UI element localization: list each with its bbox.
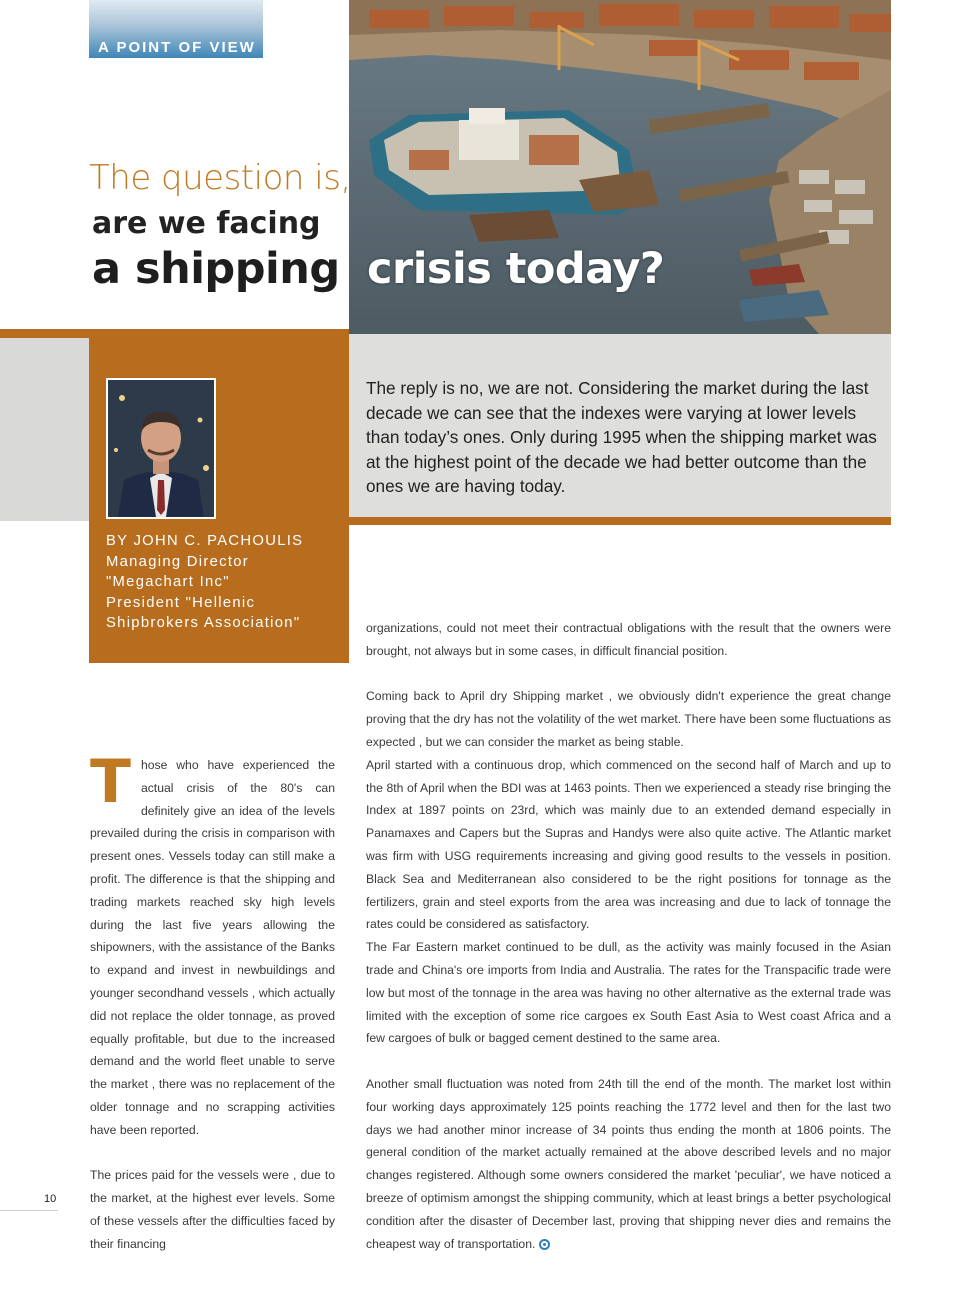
byline-role-1: Managing Director bbox=[106, 553, 249, 570]
section-tag-label: A POINT OF VIEW bbox=[98, 39, 256, 56]
body-paragraph bbox=[366, 1073, 891, 1255]
body-paragraph: Coming back to April dry Shipping market , we obviously didn't experience the great change proving that the dry has not the volatility of the wet market. There have been some fluctuations as expected , but we can consider the market as being stable. bbox=[366, 689, 891, 749]
lead-paragraph: The reply is no, we are not. Considering the market during the last decade we can see that the indexes were varying at lower levels than today’s ones. Only during 1995 when the shipping market was at the highest point of the decade we had better outcome than the ones we are having today. bbox=[366, 378, 877, 497]
body-paragraph bbox=[90, 747, 335, 1142]
body-column-right bbox=[366, 617, 891, 1255]
headline-line-2: are we facing bbox=[92, 206, 321, 241]
byline-author: BY JOHN C. PACHOULIS bbox=[106, 533, 304, 549]
author-portrait-illustration bbox=[108, 380, 214, 517]
body-paragraph: The Far Eastern market continued to be dull, as the activity was mainly focused in the Asian trade and China's ore imports from India and Australia. The rates for the Transpacific trade were low but most of the tonnage in the area was having no other alternative as the external trade was limited with the exception of some rice cargoes ex South East Asia to West coast Africa and a few cargoes of bulk or bagged cement destined to the same area. bbox=[366, 940, 891, 1046]
byline-role-2: "Megachart Inc" bbox=[106, 574, 230, 590]
drop-cap: T bbox=[90, 747, 131, 817]
byline-role-3: President "Hellenic bbox=[106, 594, 256, 611]
body-column-left bbox=[90, 747, 335, 1256]
body-paragraph-text: Another small fluctuation was noted from 24th till the end of the month. The market lost within four working days approximately 125 points reaching the 1772 level and then for the last two days we had another minor increase of 34 points thus ending the month at 1806 points. The general condition of the market actually remained at the above described levels and no major changes registered. Although some owners considered the market 'peculiar', we have noticed a breeze of optimism amongst the shipping community, which at least brings a better psychological condition after the disaster of December last, proving that shipping never dies and remains the cheapest way of transportation. bbox=[366, 1076, 891, 1251]
body-paragraph: organizations, could not meet their contractual obligations with the result that the owners were brought, not always but in some cases, in difficult financial position. bbox=[366, 621, 891, 658]
gray-side-panel bbox=[0, 338, 89, 521]
page-number-rule bbox=[0, 1210, 58, 1211]
byline bbox=[106, 531, 346, 634]
end-of-article-bullet-icon bbox=[539, 1239, 550, 1250]
body-paragraph: April started with a continuous drop, which commenced on the second half of March and up to the 8th of April when the BDI was at 1463 points. Then we experienced a steady rise bringing the Index at 1897 points on 23rd, which was mainly due to an extended demand especially in Panamaxes and Capers but the Supras and Handys were also quite active. The Atlantic market was firm with USG requirements increasing and giving good results to the vessels in position. Black Sea and Mediterranean also considered to be the right positions for tonnage as the fertilizers, grain and steel exports from the area was increasing and due to lack of tonnage the rates could be considered as satisfactory. bbox=[366, 757, 891, 932]
page-number: 10 bbox=[44, 1193, 57, 1205]
body-paragraph: The prices paid for the vessels were , due to the market, at the highest ever levels. Some of these vessels after the difficulties faced by their financing bbox=[90, 1168, 335, 1251]
section-tag bbox=[89, 0, 263, 58]
headline-line-3: a shipping bbox=[92, 244, 340, 294]
byline-role-4: Shipbrokers Association" bbox=[106, 615, 301, 631]
orange-divider-bar bbox=[0, 329, 349, 338]
author-portrait bbox=[106, 378, 216, 519]
orange-lead-underline bbox=[349, 517, 891, 525]
body-paragraph-text: hose who have experienced the actual crisis of the 80's can definitely give an idea of the levels prevailed during the crisis in comparison with present ones. Vessels today can still make a profit. The difference is that the shipping and trading markets reached sky high levels during the last five years allowing the shipowners, with the assistance of the Banks to expand and invest in newbuildings and younger secondhand vessels , which actually did not replace the older tonnage, as proved equally profitable, but due to the increased demand and the world fleet unable to serve the market , there was no replacement of the older tonnage and no scrapping activities have been reported. bbox=[90, 758, 335, 1137]
headline-line-1: The question is, bbox=[89, 158, 351, 198]
headline-line-4: crisis today? bbox=[367, 244, 665, 294]
